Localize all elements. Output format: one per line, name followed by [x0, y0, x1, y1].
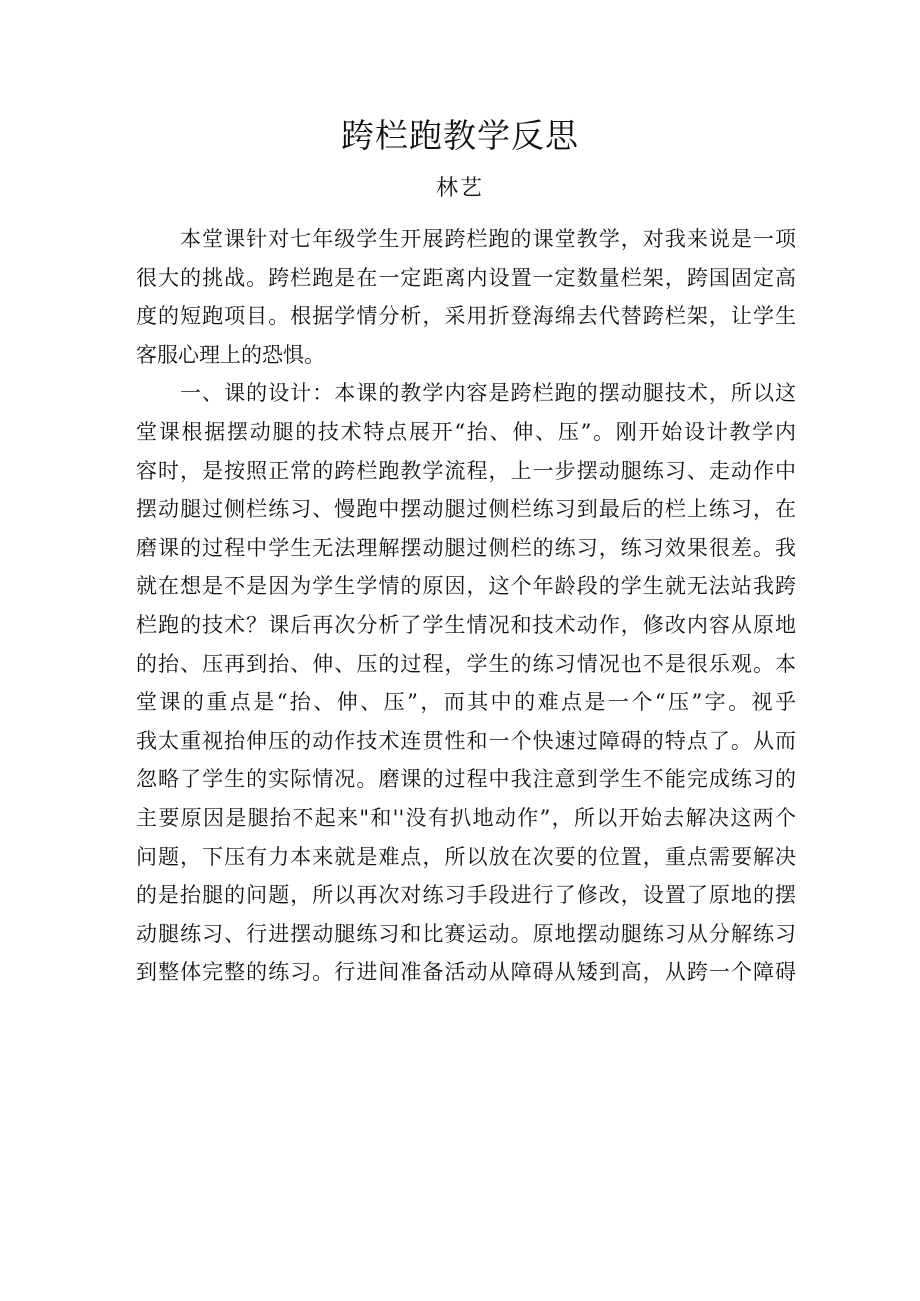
text-line: 栏跑的技术？课后再次分析了学生情况和技术动作，修改内容从原地	[136, 612, 796, 637]
text-line: 动腿练习、行进摆动腿练习和比赛运动。原地摆动腿练习从分解练习	[136, 921, 796, 946]
text-line: 很大的挑战。跨栏跑是在一定距离内设置一定数量栏架，跨国固定高	[136, 265, 796, 290]
document-title: 跨栏跑教学反思	[341, 116, 579, 155]
text-line: 摆动腿过侧栏练习、慢跑中摆动腿过侧栏练习到最后的栏上练习，在	[136, 497, 796, 522]
text-line: 度的短跑项目。根据学情分析，采用折登海绵去代替跨栏架，让学生	[136, 304, 796, 329]
text-line: 磨课的过程中学生无法理解摆动腿过侧栏的练习，练习效果很差。我	[136, 535, 796, 560]
text-line: 到整体完整的练习。行进间准备活动从障碍从矮到高，从跨一个障碍	[136, 960, 796, 985]
text-line: 的是抬腿的问题，所以再次对练习手段进行了修改，设置了原地的摆	[136, 883, 796, 908]
text-line: 堂课根据摆动腿的技术特点展开“抬、伸、压”。刚开始设计教学内	[136, 419, 796, 444]
text-line: 忽略了学生的实际情况。磨课的过程中我注意到学生不能完成练习的	[136, 767, 796, 792]
text-line: 本堂课针对七年级学生开展跨栏跑的课堂教学，对我来说是一项	[180, 227, 796, 251]
document-body	[136, 220, 796, 992]
text-line: 容时，是按照正常的跨栏跑教学流程，上一步摆动腿练习、走动作中	[136, 458, 796, 483]
author-name: 林艺	[435, 176, 484, 201]
text-line: 堂课的重点是“抬、伸、压”，而其中的难点是一个“压”字。视乎	[136, 690, 796, 715]
text-line: 问题，下压有力本来就是难点，所以放在次要的位置，重点需要解决	[136, 844, 796, 869]
text-line: 一、课的设计：本课的教学内容是跨栏跑的摆动腿技术，所以这	[180, 381, 796, 406]
text-line: 客服心理上的恐惧。	[136, 342, 325, 367]
text-line: 就在想是不是因为学生学情的原因，这个年龄段的学生就无法站我跨	[136, 574, 796, 599]
paragraph-2	[136, 374, 796, 992]
text-line: 的抬、压再到抬、伸、压的过程，学生的练习情况也不是很乐观。本	[136, 651, 796, 676]
text-line: 我太重视抬伸压的动作技术连贯性和一个快速过障碍的特点了。从而	[136, 728, 796, 753]
paragraph-1	[136, 220, 796, 374]
text-line: 主要原因是腿抬不起来"和''没有扒地动作”，所以开始去解决这两个	[136, 805, 796, 830]
